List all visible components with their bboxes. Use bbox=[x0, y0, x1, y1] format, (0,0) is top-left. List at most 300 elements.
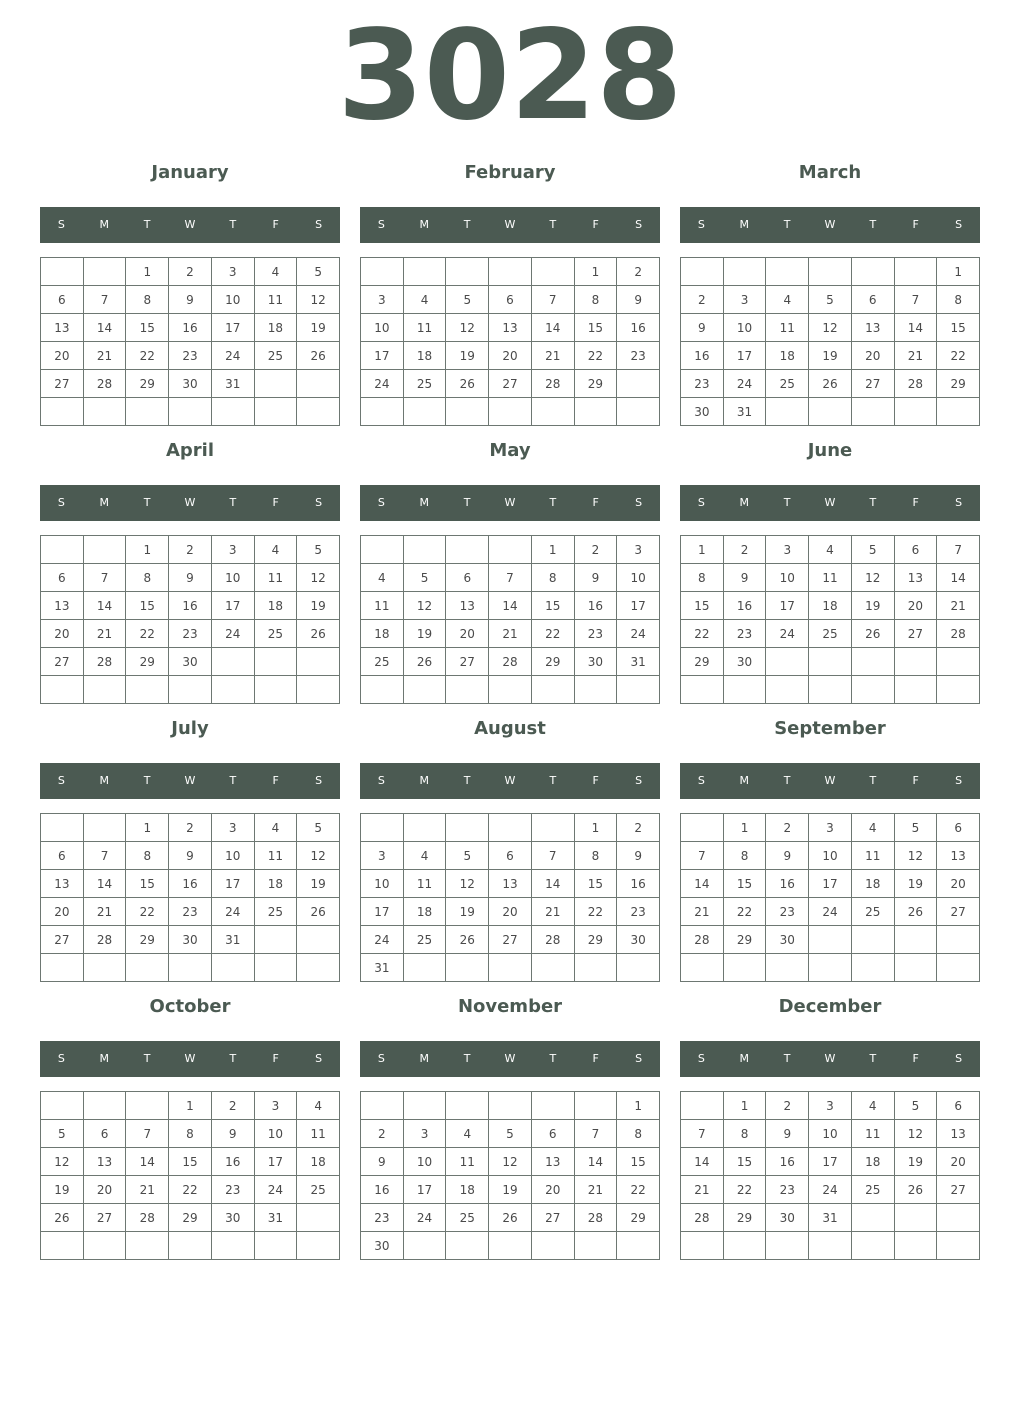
day-cell: 31 bbox=[212, 370, 255, 398]
weekday-header: S bbox=[57, 1052, 65, 1065]
weekday-header: F bbox=[272, 218, 279, 231]
weekday-header-bar bbox=[360, 207, 660, 243]
weekday-header-bar bbox=[680, 207, 980, 243]
month-september bbox=[680, 716, 980, 994]
day-cell: 2 bbox=[169, 536, 212, 564]
weekday-header: T bbox=[549, 1052, 557, 1065]
day-cell bbox=[41, 676, 84, 704]
weekday-header: T bbox=[783, 1052, 791, 1065]
day-grid bbox=[680, 813, 980, 982]
day-cell: 16 bbox=[169, 592, 212, 620]
weekday-header: T bbox=[463, 774, 471, 787]
day-cell: 20 bbox=[532, 1176, 575, 1204]
day-cell: 10 bbox=[724, 314, 767, 342]
day-cell: 8 bbox=[169, 1120, 212, 1148]
weekday-header: T bbox=[549, 774, 557, 787]
day-cell bbox=[809, 676, 852, 704]
day-cell: 7 bbox=[126, 1120, 169, 1148]
day-cell: 7 bbox=[895, 286, 938, 314]
day-cell: 14 bbox=[489, 592, 532, 620]
day-cell: 19 bbox=[297, 592, 340, 620]
day-cell: 3 bbox=[617, 536, 660, 564]
weekday-header: W bbox=[184, 774, 196, 787]
day-cell bbox=[41, 258, 84, 286]
day-cell: 25 bbox=[404, 926, 447, 954]
day-cell bbox=[446, 814, 489, 842]
day-cell bbox=[255, 398, 298, 426]
day-cell: 7 bbox=[575, 1120, 618, 1148]
day-cell: 2 bbox=[169, 814, 212, 842]
weekday-header: F bbox=[592, 218, 599, 231]
day-cell: 5 bbox=[404, 564, 447, 592]
day-cell: 23 bbox=[681, 370, 724, 398]
day-cell bbox=[809, 648, 852, 676]
day-cell bbox=[724, 258, 767, 286]
day-cell: 24 bbox=[766, 620, 809, 648]
day-cell: 4 bbox=[404, 286, 447, 314]
day-cell: 4 bbox=[297, 1092, 340, 1120]
day-cell bbox=[681, 258, 724, 286]
day-cell: 7 bbox=[84, 842, 127, 870]
day-cell: 27 bbox=[489, 926, 532, 954]
day-cell: 12 bbox=[852, 564, 895, 592]
day-cell bbox=[297, 676, 340, 704]
day-cell: 13 bbox=[41, 592, 84, 620]
day-cell: 18 bbox=[809, 592, 852, 620]
day-cell: 3 bbox=[809, 1092, 852, 1120]
day-cell bbox=[937, 954, 980, 982]
day-cell: 20 bbox=[489, 342, 532, 370]
day-cell bbox=[84, 536, 127, 564]
day-cell: 6 bbox=[895, 536, 938, 564]
weekday-header: S bbox=[57, 496, 65, 509]
weekday-header: T bbox=[143, 774, 151, 787]
day-cell bbox=[895, 1204, 938, 1232]
day-cell: 4 bbox=[766, 286, 809, 314]
day-cell: 7 bbox=[681, 842, 724, 870]
weekday-header: T bbox=[869, 218, 877, 231]
day-cell: 14 bbox=[532, 870, 575, 898]
day-cell bbox=[41, 536, 84, 564]
weekday-header: M bbox=[99, 1052, 110, 1065]
weekday-header: S bbox=[697, 1052, 705, 1065]
weekday-header: F bbox=[592, 1052, 599, 1065]
day-cell: 26 bbox=[809, 370, 852, 398]
day-cell: 15 bbox=[617, 1148, 660, 1176]
day-cell: 20 bbox=[937, 870, 980, 898]
day-cell: 20 bbox=[84, 1176, 127, 1204]
day-cell bbox=[489, 1092, 532, 1120]
day-cell: 11 bbox=[297, 1120, 340, 1148]
weekday-header-bar bbox=[40, 1041, 340, 1077]
day-cell bbox=[809, 258, 852, 286]
day-cell bbox=[532, 398, 575, 426]
day-cell: 19 bbox=[895, 1148, 938, 1176]
day-cell bbox=[766, 258, 809, 286]
day-cell: 8 bbox=[724, 842, 767, 870]
day-grid bbox=[680, 535, 980, 704]
day-cell bbox=[532, 258, 575, 286]
day-cell: 10 bbox=[361, 870, 404, 898]
day-cell: 20 bbox=[489, 898, 532, 926]
day-cell: 25 bbox=[255, 898, 298, 926]
day-cell: 4 bbox=[361, 564, 404, 592]
day-cell: 14 bbox=[681, 1148, 724, 1176]
day-cell bbox=[809, 398, 852, 426]
day-cell: 6 bbox=[532, 1120, 575, 1148]
weekday-header: W bbox=[184, 218, 196, 231]
weekday-header: S bbox=[315, 496, 323, 509]
day-cell: 23 bbox=[575, 620, 618, 648]
day-cell: 30 bbox=[169, 370, 212, 398]
day-grid bbox=[680, 257, 980, 426]
day-cell bbox=[489, 258, 532, 286]
day-cell: 5 bbox=[446, 842, 489, 870]
weekday-header: M bbox=[739, 218, 750, 231]
day-cell: 20 bbox=[41, 620, 84, 648]
day-cell bbox=[361, 676, 404, 704]
day-cell: 10 bbox=[212, 286, 255, 314]
weekday-header: S bbox=[635, 1052, 643, 1065]
day-cell: 16 bbox=[212, 1148, 255, 1176]
day-cell: 24 bbox=[212, 898, 255, 926]
day-cell: 26 bbox=[41, 1204, 84, 1232]
day-cell: 18 bbox=[446, 1176, 489, 1204]
weekday-header: F bbox=[912, 774, 919, 787]
day-cell: 3 bbox=[212, 536, 255, 564]
day-cell: 27 bbox=[937, 1176, 980, 1204]
day-cell bbox=[446, 954, 489, 982]
month-january bbox=[40, 160, 340, 438]
day-cell bbox=[41, 1232, 84, 1260]
day-cell bbox=[681, 676, 724, 704]
day-cell: 26 bbox=[895, 1176, 938, 1204]
day-cell: 13 bbox=[532, 1148, 575, 1176]
day-cell: 8 bbox=[575, 286, 618, 314]
weekday-header: M bbox=[99, 218, 110, 231]
day-cell: 27 bbox=[489, 370, 532, 398]
day-grid bbox=[40, 257, 340, 426]
day-cell: 7 bbox=[532, 286, 575, 314]
day-cell: 21 bbox=[532, 898, 575, 926]
day-cell: 19 bbox=[297, 870, 340, 898]
month-name: July bbox=[171, 718, 209, 739]
day-cell bbox=[255, 1232, 298, 1260]
day-cell: 25 bbox=[446, 1204, 489, 1232]
day-cell bbox=[297, 926, 340, 954]
day-cell bbox=[937, 926, 980, 954]
weekday-header: S bbox=[697, 218, 705, 231]
day-cell: 15 bbox=[126, 870, 169, 898]
day-cell: 27 bbox=[895, 620, 938, 648]
weekday-header-bar bbox=[40, 485, 340, 521]
day-cell: 26 bbox=[489, 1204, 532, 1232]
day-cell bbox=[169, 398, 212, 426]
day-grid bbox=[360, 1091, 660, 1260]
day-cell bbox=[84, 814, 127, 842]
day-cell: 3 bbox=[361, 286, 404, 314]
day-cell bbox=[212, 676, 255, 704]
day-cell: 22 bbox=[724, 1176, 767, 1204]
day-cell: 2 bbox=[724, 536, 767, 564]
weekday-header: F bbox=[592, 496, 599, 509]
day-cell: 17 bbox=[766, 592, 809, 620]
day-grid bbox=[680, 1091, 980, 1260]
weekday-header: T bbox=[549, 218, 557, 231]
weekday-header: S bbox=[955, 1052, 963, 1065]
day-cell: 22 bbox=[126, 898, 169, 926]
weekday-header: M bbox=[99, 496, 110, 509]
weekday-header-bar bbox=[40, 207, 340, 243]
day-cell: 14 bbox=[937, 564, 980, 592]
weekday-header: W bbox=[824, 774, 836, 787]
day-cell bbox=[126, 1092, 169, 1120]
day-cell: 24 bbox=[212, 620, 255, 648]
day-cell: 10 bbox=[255, 1120, 298, 1148]
day-cell: 14 bbox=[84, 870, 127, 898]
day-cell: 22 bbox=[169, 1176, 212, 1204]
day-cell: 3 bbox=[361, 842, 404, 870]
day-cell: 27 bbox=[446, 648, 489, 676]
weekday-header: T bbox=[549, 496, 557, 509]
day-cell: 23 bbox=[169, 620, 212, 648]
weekday-header: T bbox=[229, 496, 237, 509]
weekday-header: M bbox=[419, 218, 430, 231]
day-cell bbox=[84, 258, 127, 286]
day-cell: 18 bbox=[852, 870, 895, 898]
weekday-header: S bbox=[315, 774, 323, 787]
day-cell: 29 bbox=[575, 926, 618, 954]
day-cell bbox=[446, 536, 489, 564]
day-cell: 24 bbox=[255, 1176, 298, 1204]
day-cell: 25 bbox=[255, 620, 298, 648]
day-cell: 31 bbox=[809, 1204, 852, 1232]
day-cell: 25 bbox=[809, 620, 852, 648]
day-cell: 11 bbox=[255, 564, 298, 592]
day-cell bbox=[404, 676, 447, 704]
day-cell: 1 bbox=[681, 536, 724, 564]
day-cell bbox=[575, 954, 618, 982]
day-cell: 4 bbox=[404, 842, 447, 870]
day-cell bbox=[489, 536, 532, 564]
month-name: January bbox=[151, 162, 229, 183]
day-cell: 21 bbox=[84, 342, 127, 370]
weekday-header: T bbox=[463, 218, 471, 231]
day-cell: 2 bbox=[212, 1092, 255, 1120]
day-cell: 21 bbox=[937, 592, 980, 620]
weekday-header: T bbox=[783, 496, 791, 509]
day-cell: 31 bbox=[361, 954, 404, 982]
day-cell bbox=[724, 1232, 767, 1260]
day-cell bbox=[532, 814, 575, 842]
day-cell: 1 bbox=[169, 1092, 212, 1120]
day-cell: 23 bbox=[361, 1204, 404, 1232]
day-cell bbox=[169, 1232, 212, 1260]
day-cell: 26 bbox=[297, 342, 340, 370]
month-july bbox=[40, 716, 340, 994]
day-cell bbox=[84, 398, 127, 426]
weekday-header: M bbox=[739, 774, 750, 787]
day-cell: 28 bbox=[84, 648, 127, 676]
day-cell: 22 bbox=[575, 898, 618, 926]
day-cell: 10 bbox=[361, 314, 404, 342]
weekday-header: T bbox=[783, 218, 791, 231]
day-cell bbox=[404, 258, 447, 286]
day-cell bbox=[575, 1092, 618, 1120]
day-cell: 14 bbox=[575, 1148, 618, 1176]
day-cell: 13 bbox=[84, 1148, 127, 1176]
day-cell: 20 bbox=[852, 342, 895, 370]
day-cell bbox=[404, 536, 447, 564]
day-cell: 19 bbox=[489, 1176, 532, 1204]
weekday-header: S bbox=[57, 774, 65, 787]
day-cell: 15 bbox=[937, 314, 980, 342]
day-cell bbox=[489, 398, 532, 426]
day-cell bbox=[84, 1092, 127, 1120]
day-cell: 28 bbox=[681, 1204, 724, 1232]
day-cell bbox=[255, 676, 298, 704]
day-cell bbox=[852, 1204, 895, 1232]
day-cell: 15 bbox=[575, 870, 618, 898]
day-grid bbox=[360, 257, 660, 426]
day-cell: 9 bbox=[766, 842, 809, 870]
day-cell bbox=[297, 370, 340, 398]
month-october bbox=[40, 994, 340, 1272]
day-cell: 10 bbox=[809, 1120, 852, 1148]
day-cell: 24 bbox=[809, 898, 852, 926]
day-cell: 26 bbox=[446, 370, 489, 398]
day-cell: 17 bbox=[724, 342, 767, 370]
day-cell: 16 bbox=[681, 342, 724, 370]
weekday-header: S bbox=[955, 774, 963, 787]
day-cell bbox=[617, 676, 660, 704]
weekday-header: S bbox=[697, 496, 705, 509]
weekday-header: M bbox=[419, 496, 430, 509]
day-cell: 22 bbox=[617, 1176, 660, 1204]
weekday-header: M bbox=[739, 1052, 750, 1065]
month-june bbox=[680, 438, 980, 716]
day-cell: 27 bbox=[852, 370, 895, 398]
day-cell: 3 bbox=[212, 814, 255, 842]
day-cell bbox=[895, 926, 938, 954]
day-cell: 12 bbox=[446, 314, 489, 342]
day-cell bbox=[361, 258, 404, 286]
day-cell: 10 bbox=[809, 842, 852, 870]
day-cell: 8 bbox=[617, 1120, 660, 1148]
day-cell: 27 bbox=[532, 1204, 575, 1232]
day-cell: 12 bbox=[297, 842, 340, 870]
day-cell: 30 bbox=[681, 398, 724, 426]
day-cell: 6 bbox=[84, 1120, 127, 1148]
day-cell: 17 bbox=[809, 1148, 852, 1176]
weekday-header: S bbox=[635, 496, 643, 509]
day-cell bbox=[489, 954, 532, 982]
day-cell: 21 bbox=[575, 1176, 618, 1204]
day-cell: 28 bbox=[575, 1204, 618, 1232]
day-cell: 16 bbox=[169, 870, 212, 898]
day-cell bbox=[84, 954, 127, 982]
day-cell: 18 bbox=[255, 870, 298, 898]
day-cell bbox=[212, 648, 255, 676]
weekday-header: S bbox=[955, 496, 963, 509]
day-cell: 28 bbox=[126, 1204, 169, 1232]
weekday-header: S bbox=[377, 774, 385, 787]
day-cell: 20 bbox=[937, 1148, 980, 1176]
day-cell bbox=[41, 954, 84, 982]
day-cell: 21 bbox=[84, 620, 127, 648]
day-cell: 13 bbox=[852, 314, 895, 342]
day-cell: 11 bbox=[404, 314, 447, 342]
day-cell bbox=[809, 926, 852, 954]
weekday-header: S bbox=[635, 218, 643, 231]
day-cell: 23 bbox=[617, 898, 660, 926]
day-cell: 8 bbox=[126, 842, 169, 870]
day-cell: 13 bbox=[895, 564, 938, 592]
day-cell: 25 bbox=[297, 1176, 340, 1204]
day-cell bbox=[681, 1092, 724, 1120]
day-cell: 1 bbox=[937, 258, 980, 286]
day-cell: 17 bbox=[617, 592, 660, 620]
weekday-header: M bbox=[739, 496, 750, 509]
day-cell bbox=[937, 1232, 980, 1260]
weekday-header: T bbox=[229, 1052, 237, 1065]
day-cell: 24 bbox=[809, 1176, 852, 1204]
weekday-header: T bbox=[869, 774, 877, 787]
day-cell bbox=[446, 1092, 489, 1120]
day-cell: 11 bbox=[809, 564, 852, 592]
day-cell: 15 bbox=[126, 314, 169, 342]
day-cell: 16 bbox=[361, 1176, 404, 1204]
day-cell bbox=[937, 648, 980, 676]
day-cell bbox=[446, 258, 489, 286]
day-cell: 25 bbox=[404, 370, 447, 398]
weekday-header: S bbox=[377, 218, 385, 231]
day-cell: 16 bbox=[766, 1148, 809, 1176]
day-cell bbox=[852, 398, 895, 426]
day-cell: 23 bbox=[766, 898, 809, 926]
weekday-header: S bbox=[57, 218, 65, 231]
day-cell bbox=[852, 648, 895, 676]
day-cell: 23 bbox=[212, 1176, 255, 1204]
day-cell: 18 bbox=[361, 620, 404, 648]
day-cell: 4 bbox=[255, 814, 298, 842]
day-cell: 7 bbox=[84, 286, 127, 314]
day-cell: 1 bbox=[724, 814, 767, 842]
day-cell: 23 bbox=[766, 1176, 809, 1204]
month-name: June bbox=[807, 440, 853, 461]
day-cell: 2 bbox=[361, 1120, 404, 1148]
weekday-header: F bbox=[272, 496, 279, 509]
day-cell bbox=[809, 954, 852, 982]
day-cell bbox=[126, 1232, 169, 1260]
day-cell: 28 bbox=[895, 370, 938, 398]
day-cell: 14 bbox=[895, 314, 938, 342]
day-cell bbox=[489, 1232, 532, 1260]
month-name: February bbox=[464, 162, 556, 183]
day-cell: 19 bbox=[404, 620, 447, 648]
day-cell: 30 bbox=[724, 648, 767, 676]
day-cell bbox=[937, 398, 980, 426]
day-cell bbox=[84, 1232, 127, 1260]
day-cell bbox=[766, 1232, 809, 1260]
day-cell: 13 bbox=[41, 870, 84, 898]
day-cell: 22 bbox=[532, 620, 575, 648]
day-grid bbox=[40, 813, 340, 982]
day-cell: 6 bbox=[937, 1092, 980, 1120]
day-cell: 1 bbox=[575, 258, 618, 286]
day-cell: 26 bbox=[297, 898, 340, 926]
day-cell bbox=[297, 648, 340, 676]
